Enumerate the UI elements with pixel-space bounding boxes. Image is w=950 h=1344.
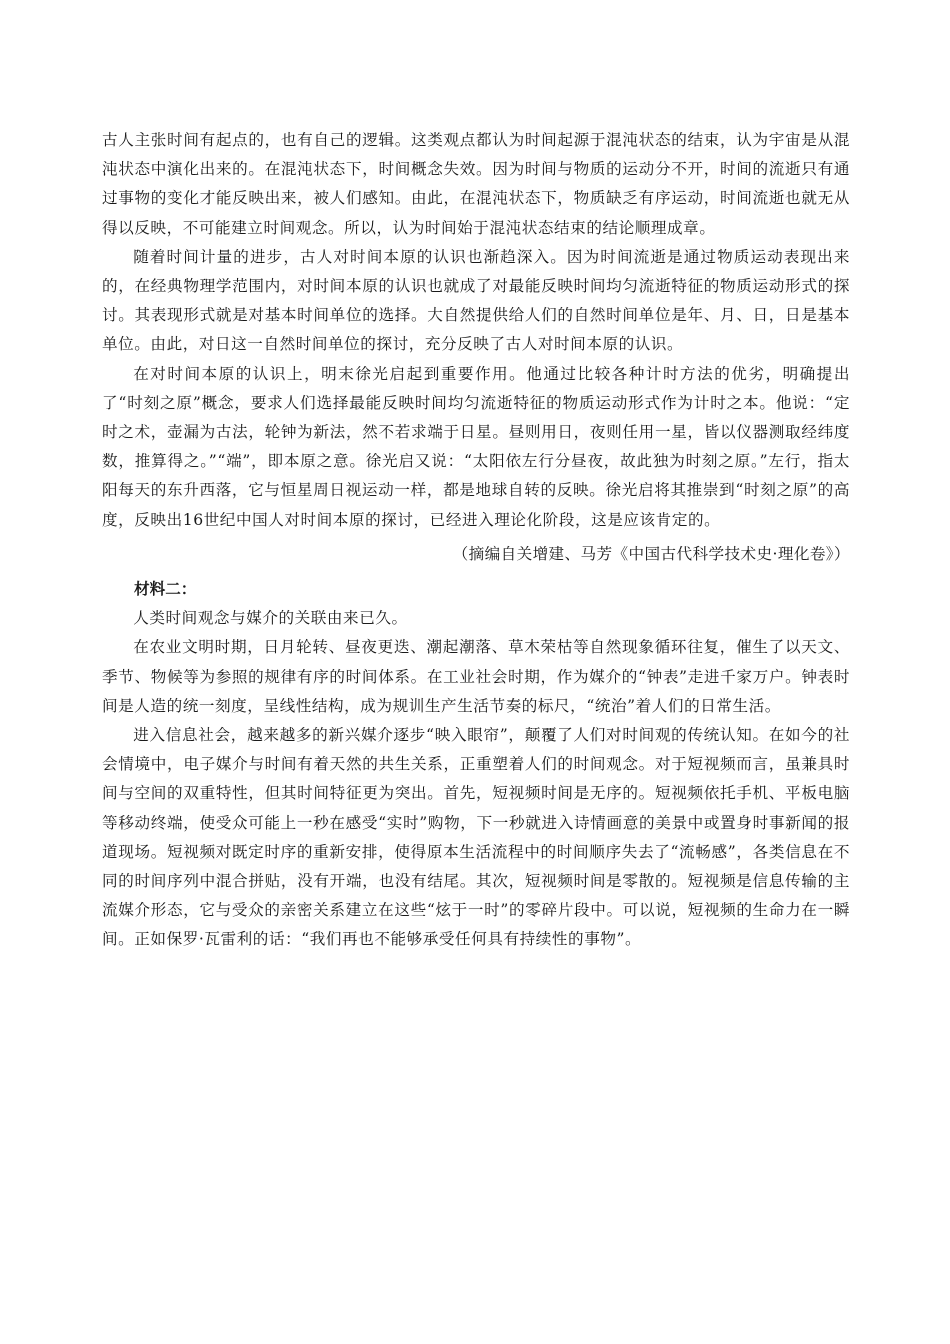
paragraph-xu-guangqi: 在对时间本原的认识上，明末徐光启起到重要作用。他通过比较各种计时方法的优劣，明确提出了“时刻之原”概念，要求人们选择最能反映时间均匀流逝特征的物质运动形式作为计时之本。他说：“定时之术，壶漏为古法，轮钟为新法，然不若求端于日星。昼则用日，夜则任用一星，皆以仪器测取经纬度数，推算得之。”“端”，即本原之意。徐光启又说：“太阳依左行分昼夜，故此独为时刻之原。”左行，指太阳每天的东升西落，它与恒星周日视运动一样，都是地球自转的反映。徐光启将其推崇到“时刻之原”的高度，反映出16世纪中国人对时间本原的探讨，已经进入理论化阶段，这是应该肯定的。 [102,364,850,529]
paragraph-time-measurement: 随着时间计量的进步，古人对时间本原的认识也渐趋深入。因为时间流逝是通过物质运动表现出来的，在经典物理学范围内，对时间本原的认识也就成了对最能反映时间均匀流逝特征的物质运动形式的探讨。其表现形式就是对基本时间单位的选择。大自然提供给人们的自然时间单位是年、月、日，日是基本单位。由此，对日这一自然时间单位的探讨，充分反映了古人对时间本原的认识。 [102,247,850,354]
source-citation: （摘编自关增建、马芳《中国古代科学技术史·理化卷》） [452,544,850,563]
paragraph-media-intro: 人类时间观念与媒介的关联由来已久。 [133,609,408,628]
paragraph-agricultural-industrial: 在农业文明时期，日月轮转、昼夜更迭、潮起潮落、草木荣枯等自然现象循环往复，催生了以天文、季节、物候等为参照的规律有序的时间体系。在工业社会时期，作为媒介的“钟表”走进千家万户。钟表时间是人造的统一刻度，呈线性结构，成为规训生产生活节奏的标尺，“统治”着人们的日常生活。 [102,638,850,715]
document-page [102,126,850,955]
paragraph-short-video: 进入信息社会，越来越多的新兴媒介逐步“映入眼帘”，颠覆了人们对时间观的传统认知。在如今的社会情境中，电子媒介与时间有着天然的共生关系，正重塑着人们的时间观念。对于短视频而言，虽兼具时间与空间的双重特性，但其时间特征更为突出。首先，短视频时间是无序的。短视频依托手机、平板电脑等移动终端，使受众可能上一秒在感受“实时”购物，下一秒就进入诗情画意的美景中或置身时事新闻的报道现场。短视频对既定时序的重新安排，使得原本生活流程中的时间顺序失去了“流畅感”，各类信息在不同的时间序列中混合拼贴，没有开端，也没有结尾。其次，短视频时间是零散的。短视频是信息传输的主流媒介形态，它与受众的亲密关系建立在这些“炫于一时”的零碎片段中。可以说，短视频的生命力在一瞬间。正如保罗·瓦雷利的话：“我们再也不能够承受任何具有持续性的事物”。 [102,726,850,949]
section-title-material-two: 材料二： [134,580,197,599]
paragraph-continuation: 古人主张时间有起点的，也有自己的逻辑。这类观点都认为时间起源于混沌状态的结束，认为宇宙是从混沌状态中演化出来的。在混沌状态下，时间概念失效。因为时间与物质的运动分不开，时间的流逝只有通过事物的变化才能反映出来，被人们感知。由此，在混沌状态下，物质缺乏有序运动，时间流逝也就无从得以反映，不可能建立时间观念。所以，认为时间始于混沌状态结束的结论顺理成章。 [102,131,850,237]
